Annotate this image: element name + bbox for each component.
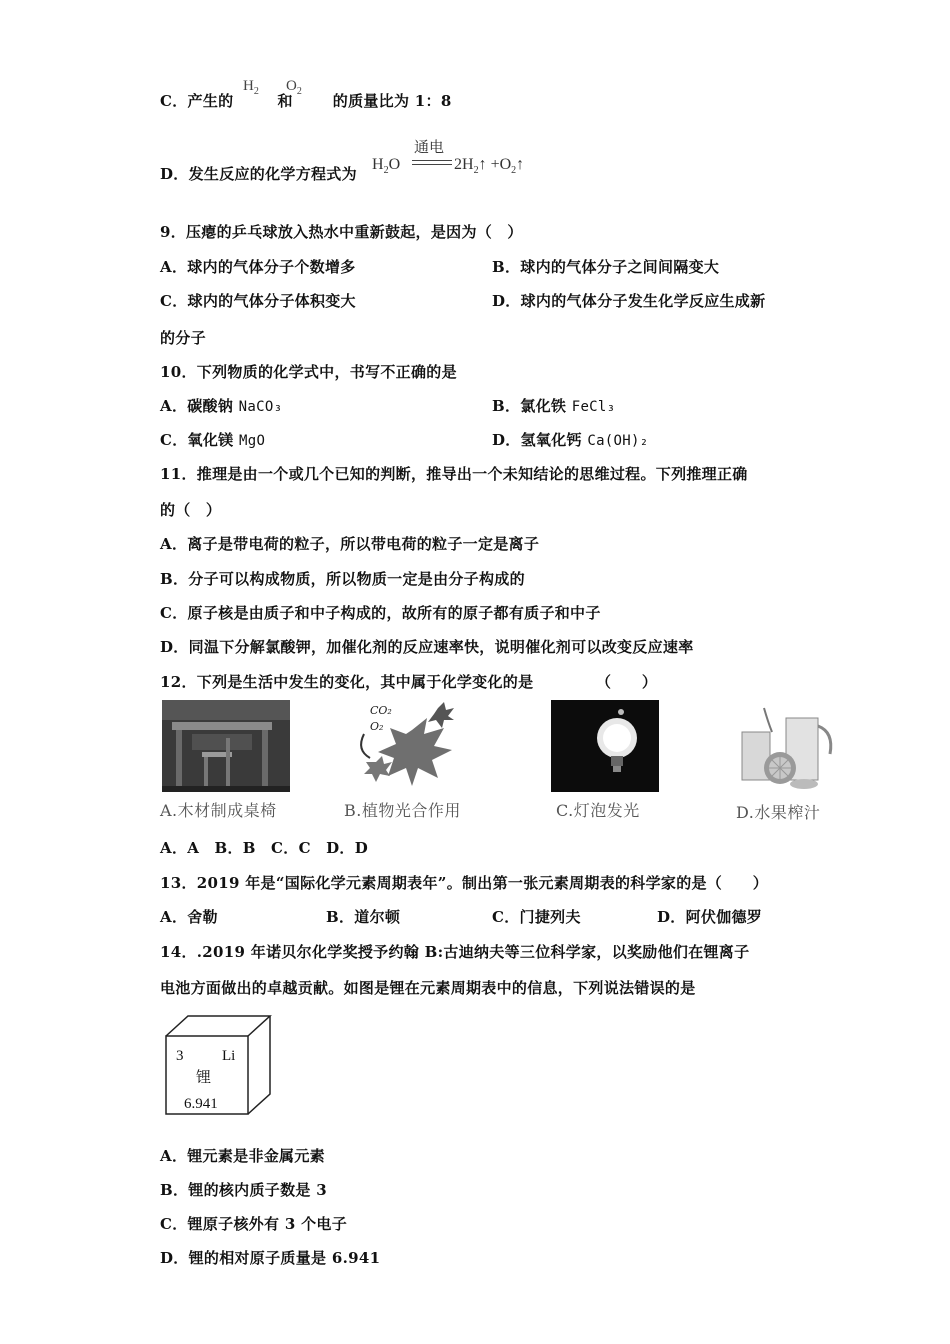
q14-option-b: B．锂的核内质子数是 3 bbox=[160, 1181, 327, 1199]
q11-option-b: B．分子可以构成物质，所以物质一定是由分子构成的 bbox=[160, 570, 525, 588]
equation-products: $2H_2↑$ $+O_2↑$ bbox=[454, 156, 525, 177]
q14-option-c: C．锂原子核外有 3 个电子 bbox=[160, 1215, 348, 1233]
q11-stem: 11．推理是由一个或几个已知的判断，推导出一个未知结论的思维过程。下列推理正确 bbox=[160, 465, 748, 483]
element-name: 锂 bbox=[196, 1070, 212, 1086]
q10-b-formula: FeCl₃ bbox=[571, 399, 616, 415]
q10-stem: 10．下列物质的化学式中，书写不正确的是 bbox=[160, 363, 457, 381]
q9-option-d-cont: 的分子 bbox=[160, 329, 206, 347]
q14-stem: 14．.2019 年诺贝尔化学奖授予约翰 B:古迪纳夫等三位科学家，以奖励他们在锂离子 bbox=[160, 943, 750, 961]
q8-option-d bbox=[160, 163, 357, 184]
equation-condition: 通电 bbox=[414, 138, 445, 156]
q10-option-c: C．氧化镁 MgO bbox=[160, 431, 266, 449]
element-cell-lithium bbox=[162, 1012, 274, 1118]
q11-stem-cont: 的（ ） bbox=[160, 501, 222, 519]
picture-fruit-juice bbox=[738, 702, 838, 792]
q9-option-d: D．球内的气体分子发生化学反应生成新 bbox=[492, 292, 766, 310]
element-number: 3 bbox=[176, 1048, 184, 1064]
co2-label: CO₂ bbox=[370, 704, 392, 717]
equation-bar-bottom bbox=[412, 164, 452, 165]
equation-reactant: $H_2O$ bbox=[372, 156, 401, 177]
element-symbol: Li bbox=[222, 1048, 236, 1064]
q14-option-d: D．锂的相对原子质量是 6.941 bbox=[160, 1249, 381, 1267]
o2-formula: $O_2$ bbox=[286, 78, 302, 97]
picture-desk-chair bbox=[162, 700, 290, 792]
q8-c-and: 和 bbox=[277, 92, 293, 110]
q13-option-b: B．道尔顿 bbox=[326, 908, 401, 926]
q11-option-d: D．同温下分解氯酸钾，加催化剂的反应速率快，说明催化剂可以改变反应速率 bbox=[160, 638, 694, 656]
q9-option-c: C．球内的气体分子体积变大 bbox=[160, 292, 356, 310]
q14-option-a: A．锂元素是非金属元素 bbox=[160, 1147, 325, 1165]
o2-label: O₂ bbox=[370, 720, 384, 733]
q10-option-b: B．氯化铁 FeCl₃ bbox=[492, 397, 616, 415]
q9-stem: 9．压瘪的乒乓球放入热水中重新鼓起，是因为（ ） bbox=[160, 223, 523, 241]
caption-b: B.植物光合作用 bbox=[344, 801, 461, 820]
picture-photosynthesis bbox=[352, 700, 462, 792]
q13-option-a: A．舍勒 bbox=[160, 908, 218, 926]
caption-a: A.木材制成桌椅 bbox=[160, 801, 277, 820]
q12-stem: 12．下列是生活中发生的变化，其中属于化学变化的是 bbox=[160, 673, 534, 691]
q13-option-c: C．门捷列夫 bbox=[492, 908, 581, 926]
q11-option-a: A．离子是带电荷的粒子，所以带电荷的粒子一定是离子 bbox=[160, 535, 540, 553]
q8-c-suffix: 的质量比为 1：8 bbox=[332, 92, 452, 110]
picture-light-bulb bbox=[551, 700, 659, 792]
chemical-equation bbox=[372, 138, 562, 183]
caption-d: D.水果榨汁 bbox=[736, 803, 821, 822]
q8-option-c bbox=[160, 90, 452, 111]
caption-c: C.灯泡发光 bbox=[556, 801, 640, 820]
q8-c-prefix: C．产生的 bbox=[160, 92, 234, 110]
q10-option-d: D．氢氧化钙 Ca(OH)₂ bbox=[492, 431, 649, 449]
q10-c-formula: MgO bbox=[238, 433, 266, 449]
h2-formula: $H_2$ bbox=[243, 78, 259, 97]
q10-option-a: A．碳酸钠 NaCO₃ bbox=[160, 397, 283, 415]
element-mass: 6.941 bbox=[184, 1096, 218, 1112]
q13-stem: 13．2019 年是“国际化学元素周期表年”。制出第一张元素周期表的科学家的是（ ） bbox=[160, 874, 769, 892]
q14-stem-cont: 电池方面做出的卓越贡献。如图是锂在元素周期表中的信息，下列说法错误的是 bbox=[160, 979, 696, 997]
q12-bracket: （ ） bbox=[596, 673, 658, 691]
equation-bar-top bbox=[412, 160, 452, 161]
q8-d-prefix: D．发生反应的化学方程式为 bbox=[160, 165, 357, 183]
q12-options: A．A B．B C．C D．D bbox=[160, 839, 369, 857]
q9-option-a: A．球内的气体分子个数增多 bbox=[160, 258, 356, 276]
q9-option-b: B．球内的气体分子之间间隔变大 bbox=[492, 258, 720, 276]
q10-d-formula: Ca(OH)₂ bbox=[587, 433, 649, 449]
q10-a-formula: NaCO₃ bbox=[238, 399, 283, 415]
q13-option-d: D．阿伏伽德罗 bbox=[657, 908, 763, 926]
q11-option-c: C．原子核是由质子和中子构成的，故所有的原子都有质子和中子 bbox=[160, 604, 601, 622]
